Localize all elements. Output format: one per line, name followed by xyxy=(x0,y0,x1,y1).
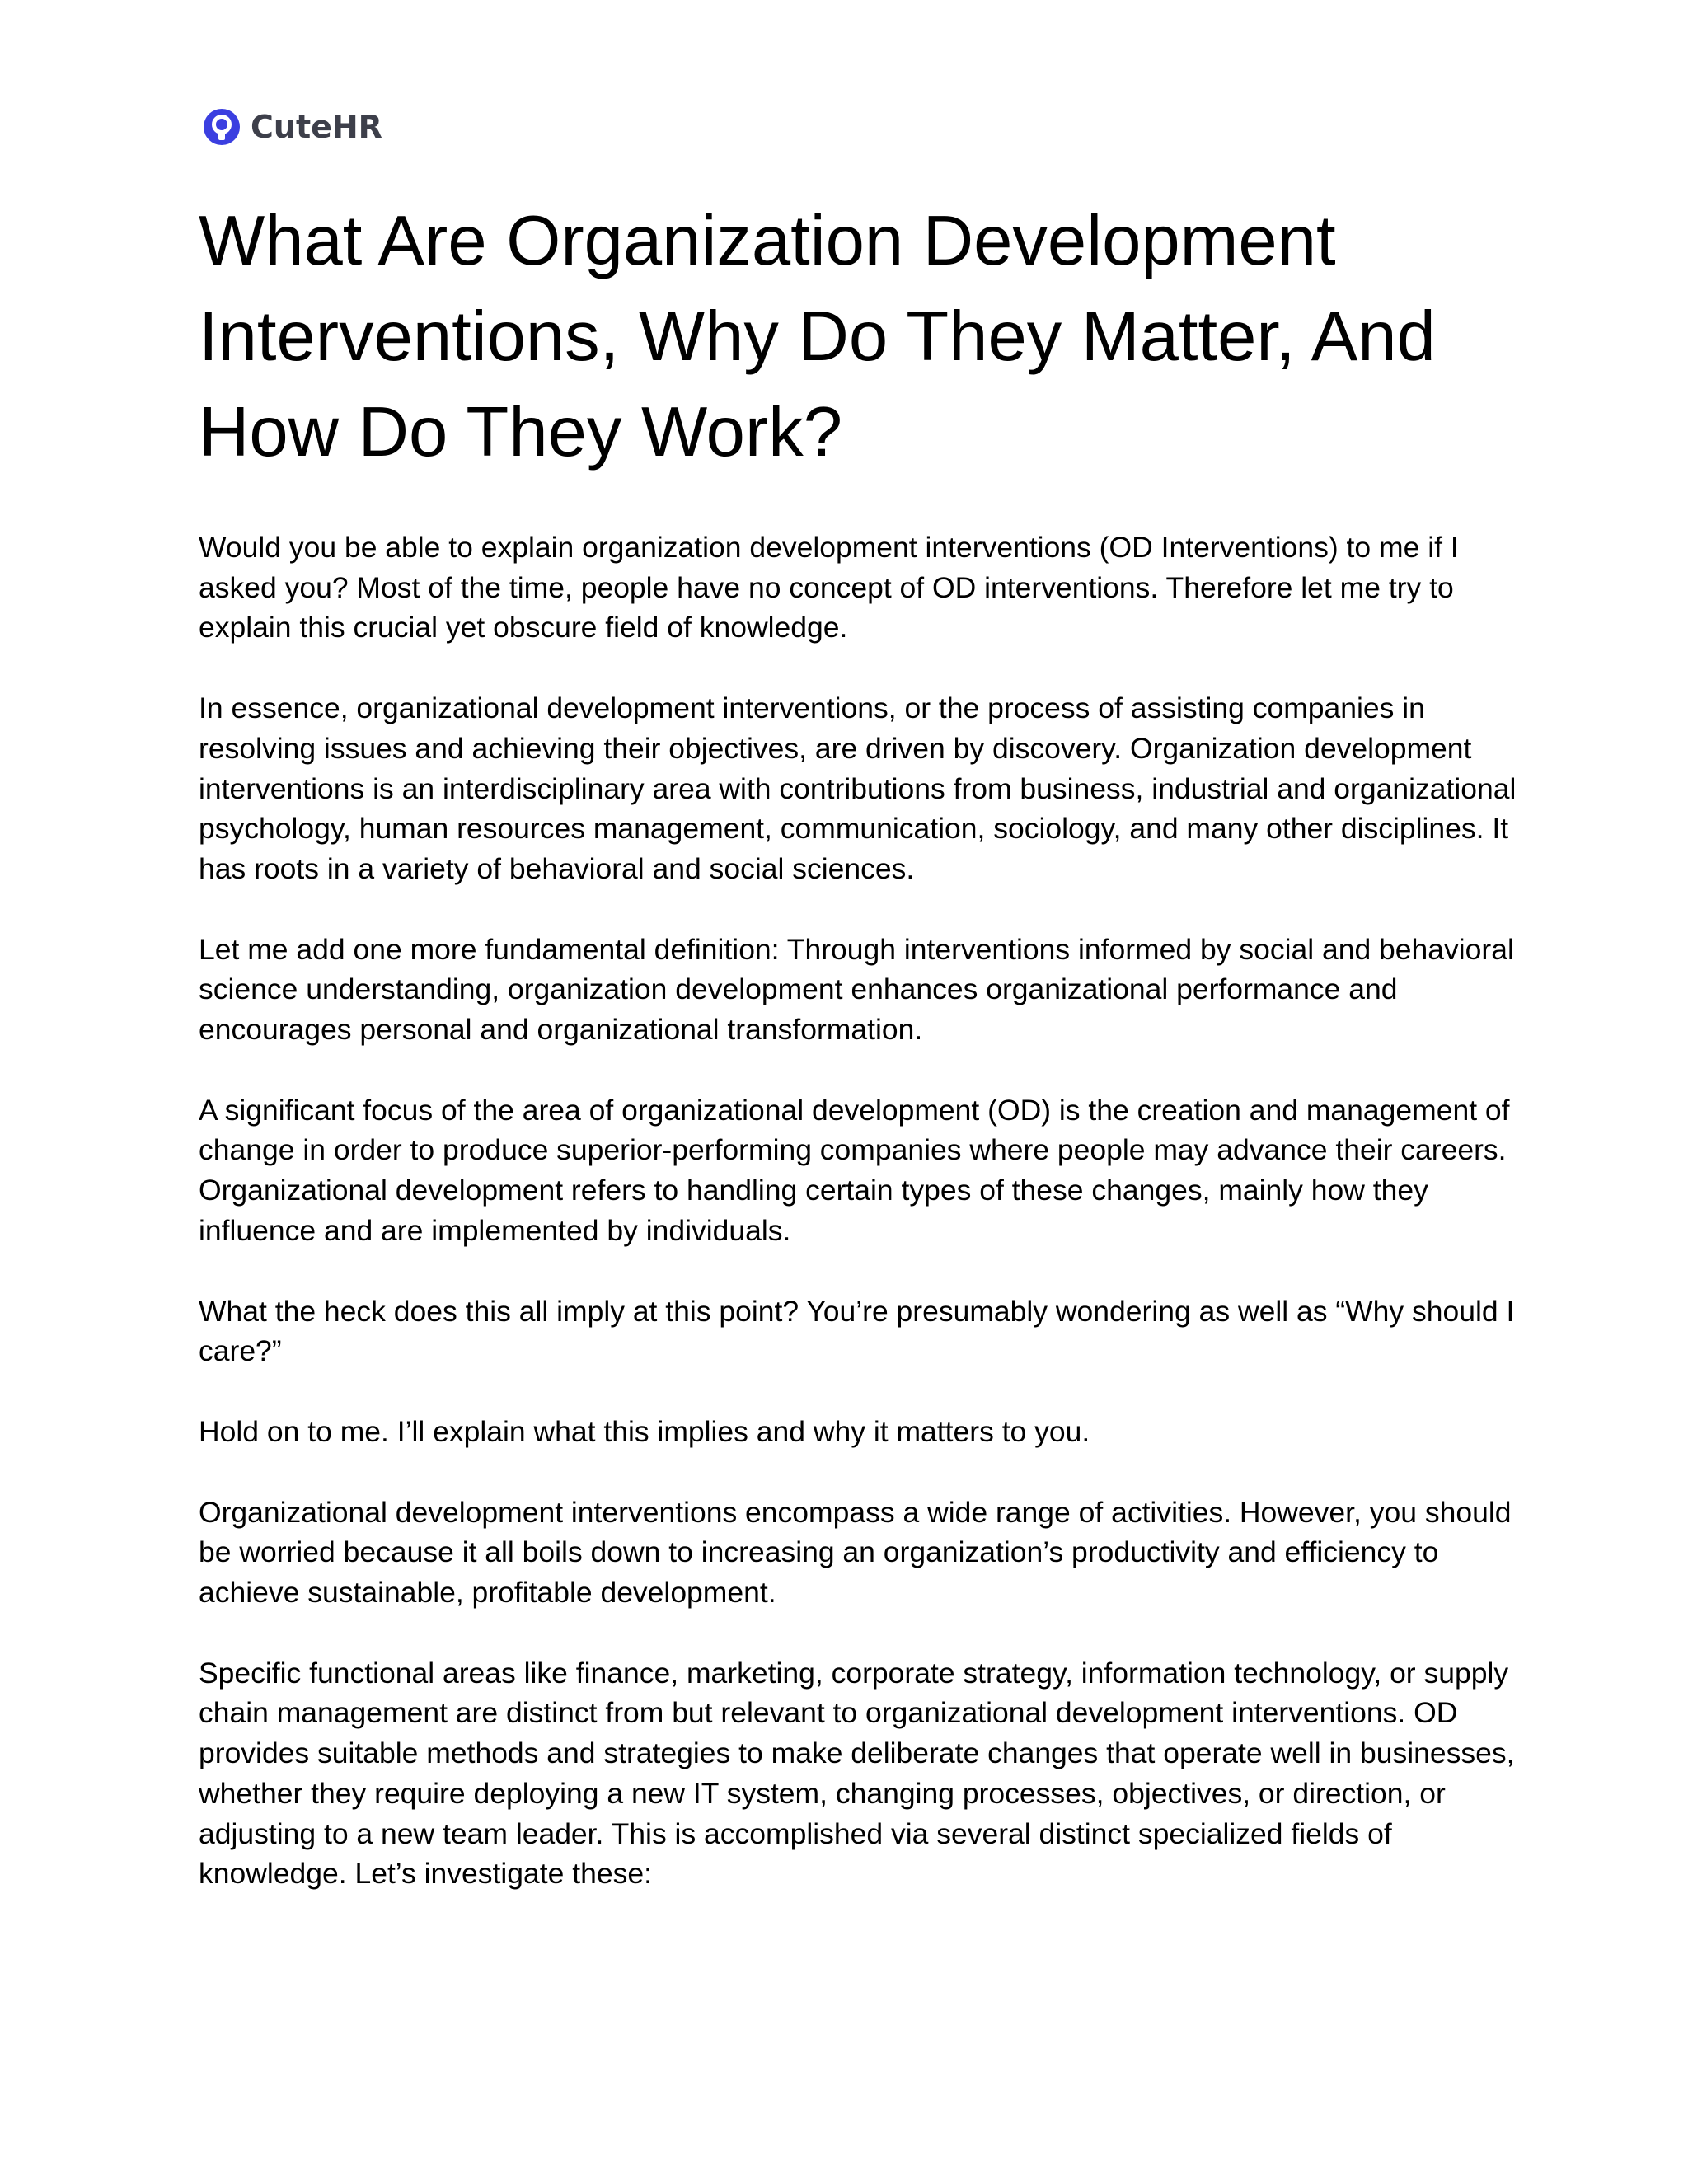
paragraph: Hold on to me. I’ll explain what this implies and why it matters to you. xyxy=(199,1414,1090,1448)
paragraph: What the heck does this all imply at this point? You’re presumably wondering as well as “Why should I care?” xyxy=(199,1294,1515,1368)
paragraph: Would you be able to explain organization development interventions (OD Interventions) to me if I asked you? Most of the time, people have no concept of OD interventions. Therefore let me try to explain this crucial yet obscure field of knowledge. xyxy=(199,531,1459,644)
paragraph: Specific functional areas like finance, marketing, corporate strategy, information technology, or supply chain management are distinct from but relevant to organizational development interventions. OD provides suitable methods and strategies to make deliberate changes that operate well in businesses, whether they require deploying a new IT system, changing processes, objectives, or direction, or adjusting to a new team leader. This is accomplished via several distinct specialized fields of knowledge. Let’s investigate these: xyxy=(199,1656,1515,1891)
paragraph: A significant focus of the area of organizational development (OD) is the creation and management of change in order to produce superior-performing companies where people may advance their careers. Organizational development refers to handling certain types of these changes, mainly how they influence and are implemented by individuals. xyxy=(199,1093,1510,1247)
brand-logo xyxy=(203,102,382,152)
brand-name: CuteHR xyxy=(251,109,382,145)
cutehr-logo-icon xyxy=(203,108,241,146)
page-title: What Are Organization Development Interventions, Why Do They Matter, And How Do They Work? xyxy=(199,202,1436,471)
paragraph: Organizational development interventions encompass a wide range of activities. However, you should be worried because it all boils down to increasing an organization’s productivity and efficiency to achieve sustainable, profitable development. xyxy=(199,1495,1512,1610)
article-body xyxy=(199,527,1517,1934)
paragraph: Let me add one more fundamental definition: Through interventions informed by social and behavioral science understanding, organization development enhances organizational performance and encourages personal and organizational transformation. xyxy=(199,932,1514,1047)
paragraph: In essence, organizational development interventions, or the process of assisting companies in resolving issues and achieving their objectives, are driven by discovery. Organization development interventions is an interdisciplinary area with contributions from business, industrial and organizational psychology, human resources management, communication, sociology, and many other disciplines. It has roots in a variety of behavioral and social sciences. xyxy=(199,691,1517,885)
